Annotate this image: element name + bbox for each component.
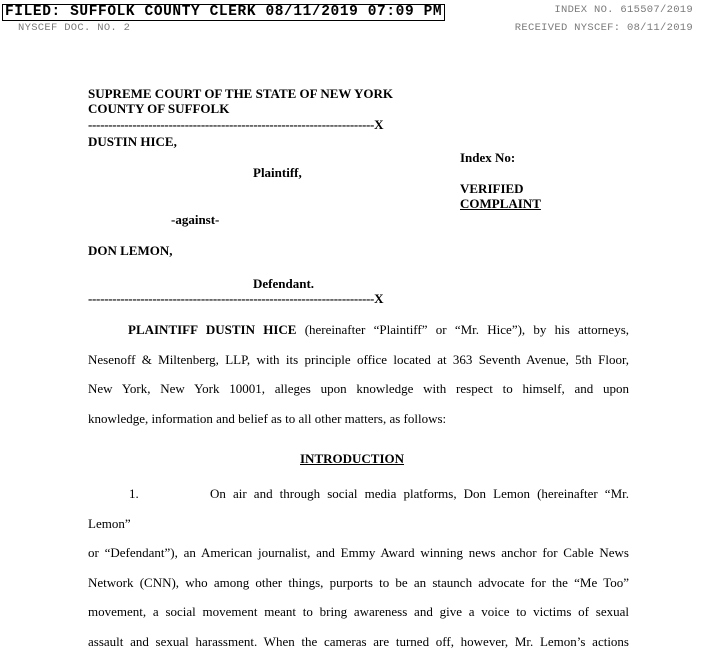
court-name: SUPREME COURT OF THE STATE OF NEW YORK [88, 86, 393, 102]
index-label: Index No: [460, 150, 515, 166]
index-number: INDEX NO. 615507/2019 [554, 4, 693, 16]
plaintiff-name: DUSTIN HICE, [88, 134, 177, 150]
intro-line-3: New York, New York 10001, alleges upon knowledge with respect to himself, and upon [88, 374, 629, 404]
complaint-label: COMPLAINT [460, 196, 541, 212]
intro-paragraph [88, 315, 629, 433]
paragraph-1-line-1: On air and through social media platforms, Don Lemon (hereinafter “Mr. Lemon” [88, 486, 629, 531]
received-date: RECEIVED NYSCEF: 08/11/2019 [515, 22, 693, 34]
nyscef-doc-number: NYSCEF DOC. NO. 2 [18, 22, 130, 34]
paragraph-1 [88, 479, 629, 656]
paragraph-1-line-5: assault and sexual harassment. When the cameras are turned off, however, Mr. Lemon’s actions [88, 627, 629, 656]
filed-stamp: FILED: SUFFOLK COUNTY CLERK 08/11/2019 07:09 PM [2, 4, 445, 21]
plaintiff-bold-lead: PLAINTIFF DUSTIN HICE [128, 322, 296, 337]
intro-line-4: knowledge, information and belief as to all other matters, as follows: [88, 404, 629, 434]
intro-line-1: (hereinafter “Plaintiff” or “Mr. Hice”), by his attorneys, [296, 322, 629, 337]
defendant-role: Defendant. [253, 276, 314, 292]
paragraph-1-line-3: Network (CNN), who among other things, purports to be an staunch advocate for the “Me Too” [88, 568, 629, 598]
paragraph-1-line-4: movement, a social movement meant to bring awareness and give a voice to victims of sexual [88, 597, 629, 627]
plaintiff-role: Plaintiff, [253, 165, 302, 181]
paragraph-1-number: 1. [88, 479, 169, 509]
defendant-name: DON LEMON, [88, 243, 173, 259]
county-name: COUNTY OF SUFFOLK [88, 101, 229, 117]
introduction-heading: INTRODUCTION [300, 451, 404, 467]
caption-separator-top: -----------------------------------------------------------------------X [88, 117, 383, 133]
paragraph-1-line-2: or “Defendant”), an American journalist, and Emmy Award winning news anchor for Cable News [88, 538, 629, 568]
verified-label: VERIFIED [460, 181, 524, 197]
against-label: -against- [171, 212, 219, 228]
caption-separator-bottom: -----------------------------------------------------------------------X [88, 291, 383, 307]
intro-line-2: Nesenoff & Miltenberg, LLP, with its principle office located at 363 Seventh Avenue, 5th Floor, [88, 345, 629, 375]
